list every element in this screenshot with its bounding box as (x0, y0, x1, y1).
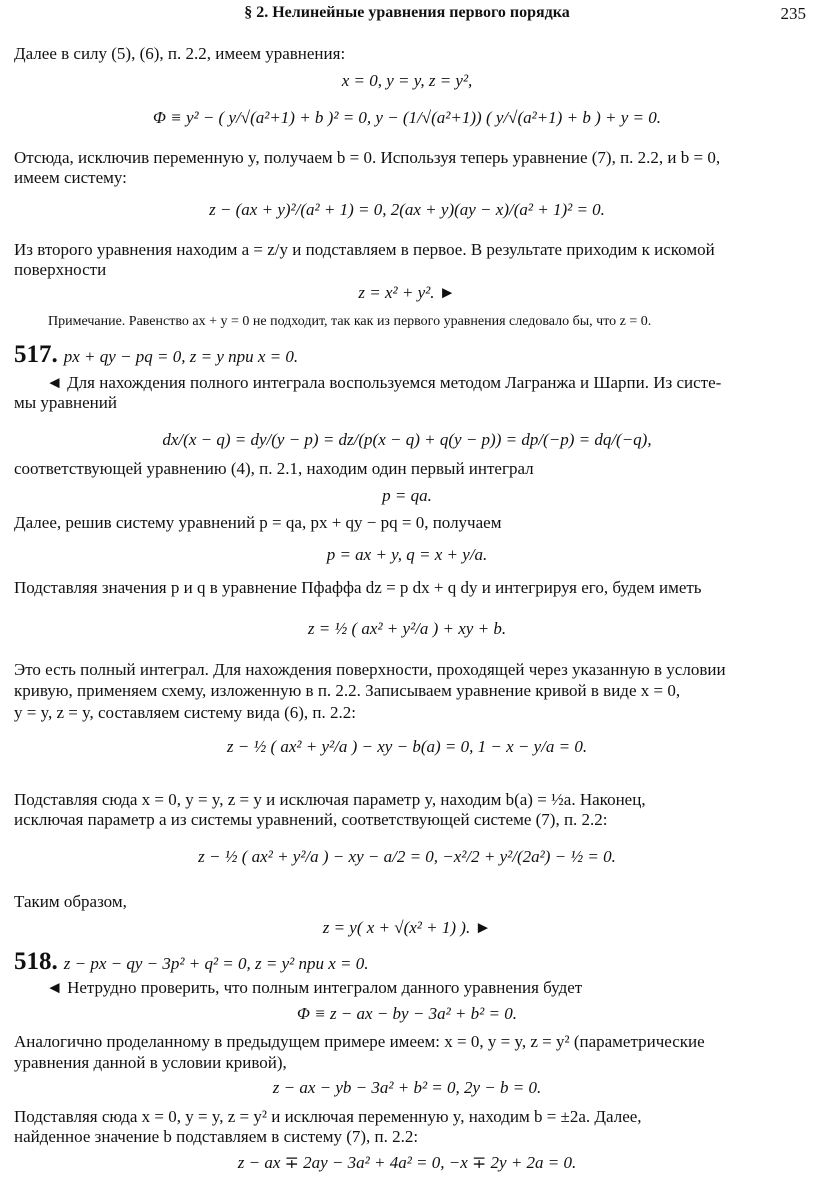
text-line: Далее в силу (5), (6), п. 2.2, имеем уравнения: (14, 44, 346, 63)
formula-line: dx/(x − q) = dy/(y − p) = dz/(p(x − q) + q(y − p)) = dp/(−p) = dq/(−q), (162, 430, 652, 449)
text-line: Отсюда, исключив переменную y, получаем b = 0. Используя теперь уравнение (7), п. 2.2, и b = 0, (14, 148, 721, 167)
text-line: Аналогично проделанному в предыдущем примере имеем: x = 0, y = y, z = y² (параметрические (14, 1032, 705, 1051)
formula-line: x = 0, y = y, z = y², (341, 71, 473, 90)
formula-line: p = ax + y, q = x + y/a. (326, 545, 488, 564)
formula-line: Φ ≡ y² − ( y/√(a²+1) + b )² = 0, y − (1/√(a²+1)) ( y/√(a²+1) + b ) + y = 0. (153, 108, 661, 127)
formula-line: Φ ≡ z − ax − by − 3a² + b² = 0. (297, 1004, 517, 1023)
text-line: y = y, z = y, составляем систему вида (6), п. 2.2: (14, 703, 357, 722)
text-line: Далее, решив систему уравнений p = qa, px + qy − pq = 0, получаем (14, 513, 502, 532)
text-line: Из второго уравнения находим a = z/y и подставляем в первое. В результате приходим к искомой (14, 240, 715, 259)
text-line: имеем систему: (14, 168, 127, 187)
text-line: Таким образом, (14, 892, 127, 911)
problem-number: 517. (14, 345, 58, 367)
formula-line: z − ½ ( ax² + y²/a ) − xy − b(a) = 0, 1 − x − y/a = 0. (226, 737, 588, 756)
problem-statement: z − px − qy − 3p² + q² = 0, z = y² при x = 0. (63, 954, 369, 973)
text-line: поверхности (14, 260, 107, 279)
text-line: Подставляя сюда x = 0, y = y, z = y² и исключая переменную y, находим b = ±2a. Далее, (14, 1107, 642, 1126)
text-line: мы уравнений (14, 393, 117, 412)
text-line: уравнения данной в условии кривой), (14, 1053, 287, 1072)
text-line: Подставляя сюда x = 0, y = y, z = y и исключая параметр y, находим b(a) = ½a. Наконец, (14, 790, 646, 809)
running-header (0, 4, 814, 28)
problem-heading (14, 345, 804, 367)
text-line: соответствующей уравнению (4), п. 2.1, находим один первый интеграл (14, 459, 534, 478)
paragraph-start-line: ◄ Нетрудно проверить, что полным интегралом данного уравнения будет (46, 978, 583, 997)
text-line: Подставляя значения p и q в уравнение Пфаффа dz = p dx + q dy и интегрируя его, будем иметь (14, 578, 702, 597)
formula-line: z − ax − yb − 3a² + b² = 0, 2y − b = 0. (272, 1078, 542, 1097)
formula-line: z − (ax + y)²/(a² + 1) = 0, 2(ax + y)(ay − x)/(a² + 1)² = 0. (209, 200, 605, 219)
paragraph-start-line: ◄ Для нахождения полного интеграла воспользуемся методом Лагранжа и Шарпи. Из систе- (46, 373, 722, 392)
text-line: исключая параметр a из системы уравнений, соответствующей системе (7), п. 2.2: (14, 810, 608, 829)
formula-line: p = qa. (382, 486, 432, 505)
problem-heading (14, 952, 804, 974)
formula-line: z = ½ ( ax² + y²/a ) + xy + b. (307, 619, 507, 638)
problem-number: 518. (14, 952, 58, 974)
problem-statement: px + qy − pq = 0, z = y при x = 0. (63, 347, 299, 366)
text-line: Это есть полный интеграл. Для нахождения поверхности, проходящей через указанную в условии (14, 660, 726, 679)
page-number: 235 (780, 4, 806, 23)
formula-line: z − ax ∓ 2ay − 3a² + 4a² = 0, −x ∓ 2y + 2a = 0. (237, 1153, 577, 1172)
text-line: найденное значение b подставляем в систему (7), п. 2.2: (14, 1127, 419, 1146)
section-title: § 2. Нелинейные уравнения первого порядка (244, 4, 570, 21)
formula-line: z = x² + y². ► (358, 283, 456, 302)
text-line: кривую, применяем схему, изложенную в п. 2.2. Записываем уравнение кривой в виде x = 0, (14, 681, 681, 700)
note-line: Примечание. Равенство ax + y = 0 не подходит, так как из первого уравнения следовало бы, что z = 0. (48, 314, 652, 329)
formula-line: z = y( x + √(x² + 1) ). ► (322, 918, 492, 937)
formula-line: z − ½ ( ax² + y²/a ) − xy − a/2 = 0, −x²/2 + y²/(2a²) − ½ = 0. (198, 847, 616, 866)
